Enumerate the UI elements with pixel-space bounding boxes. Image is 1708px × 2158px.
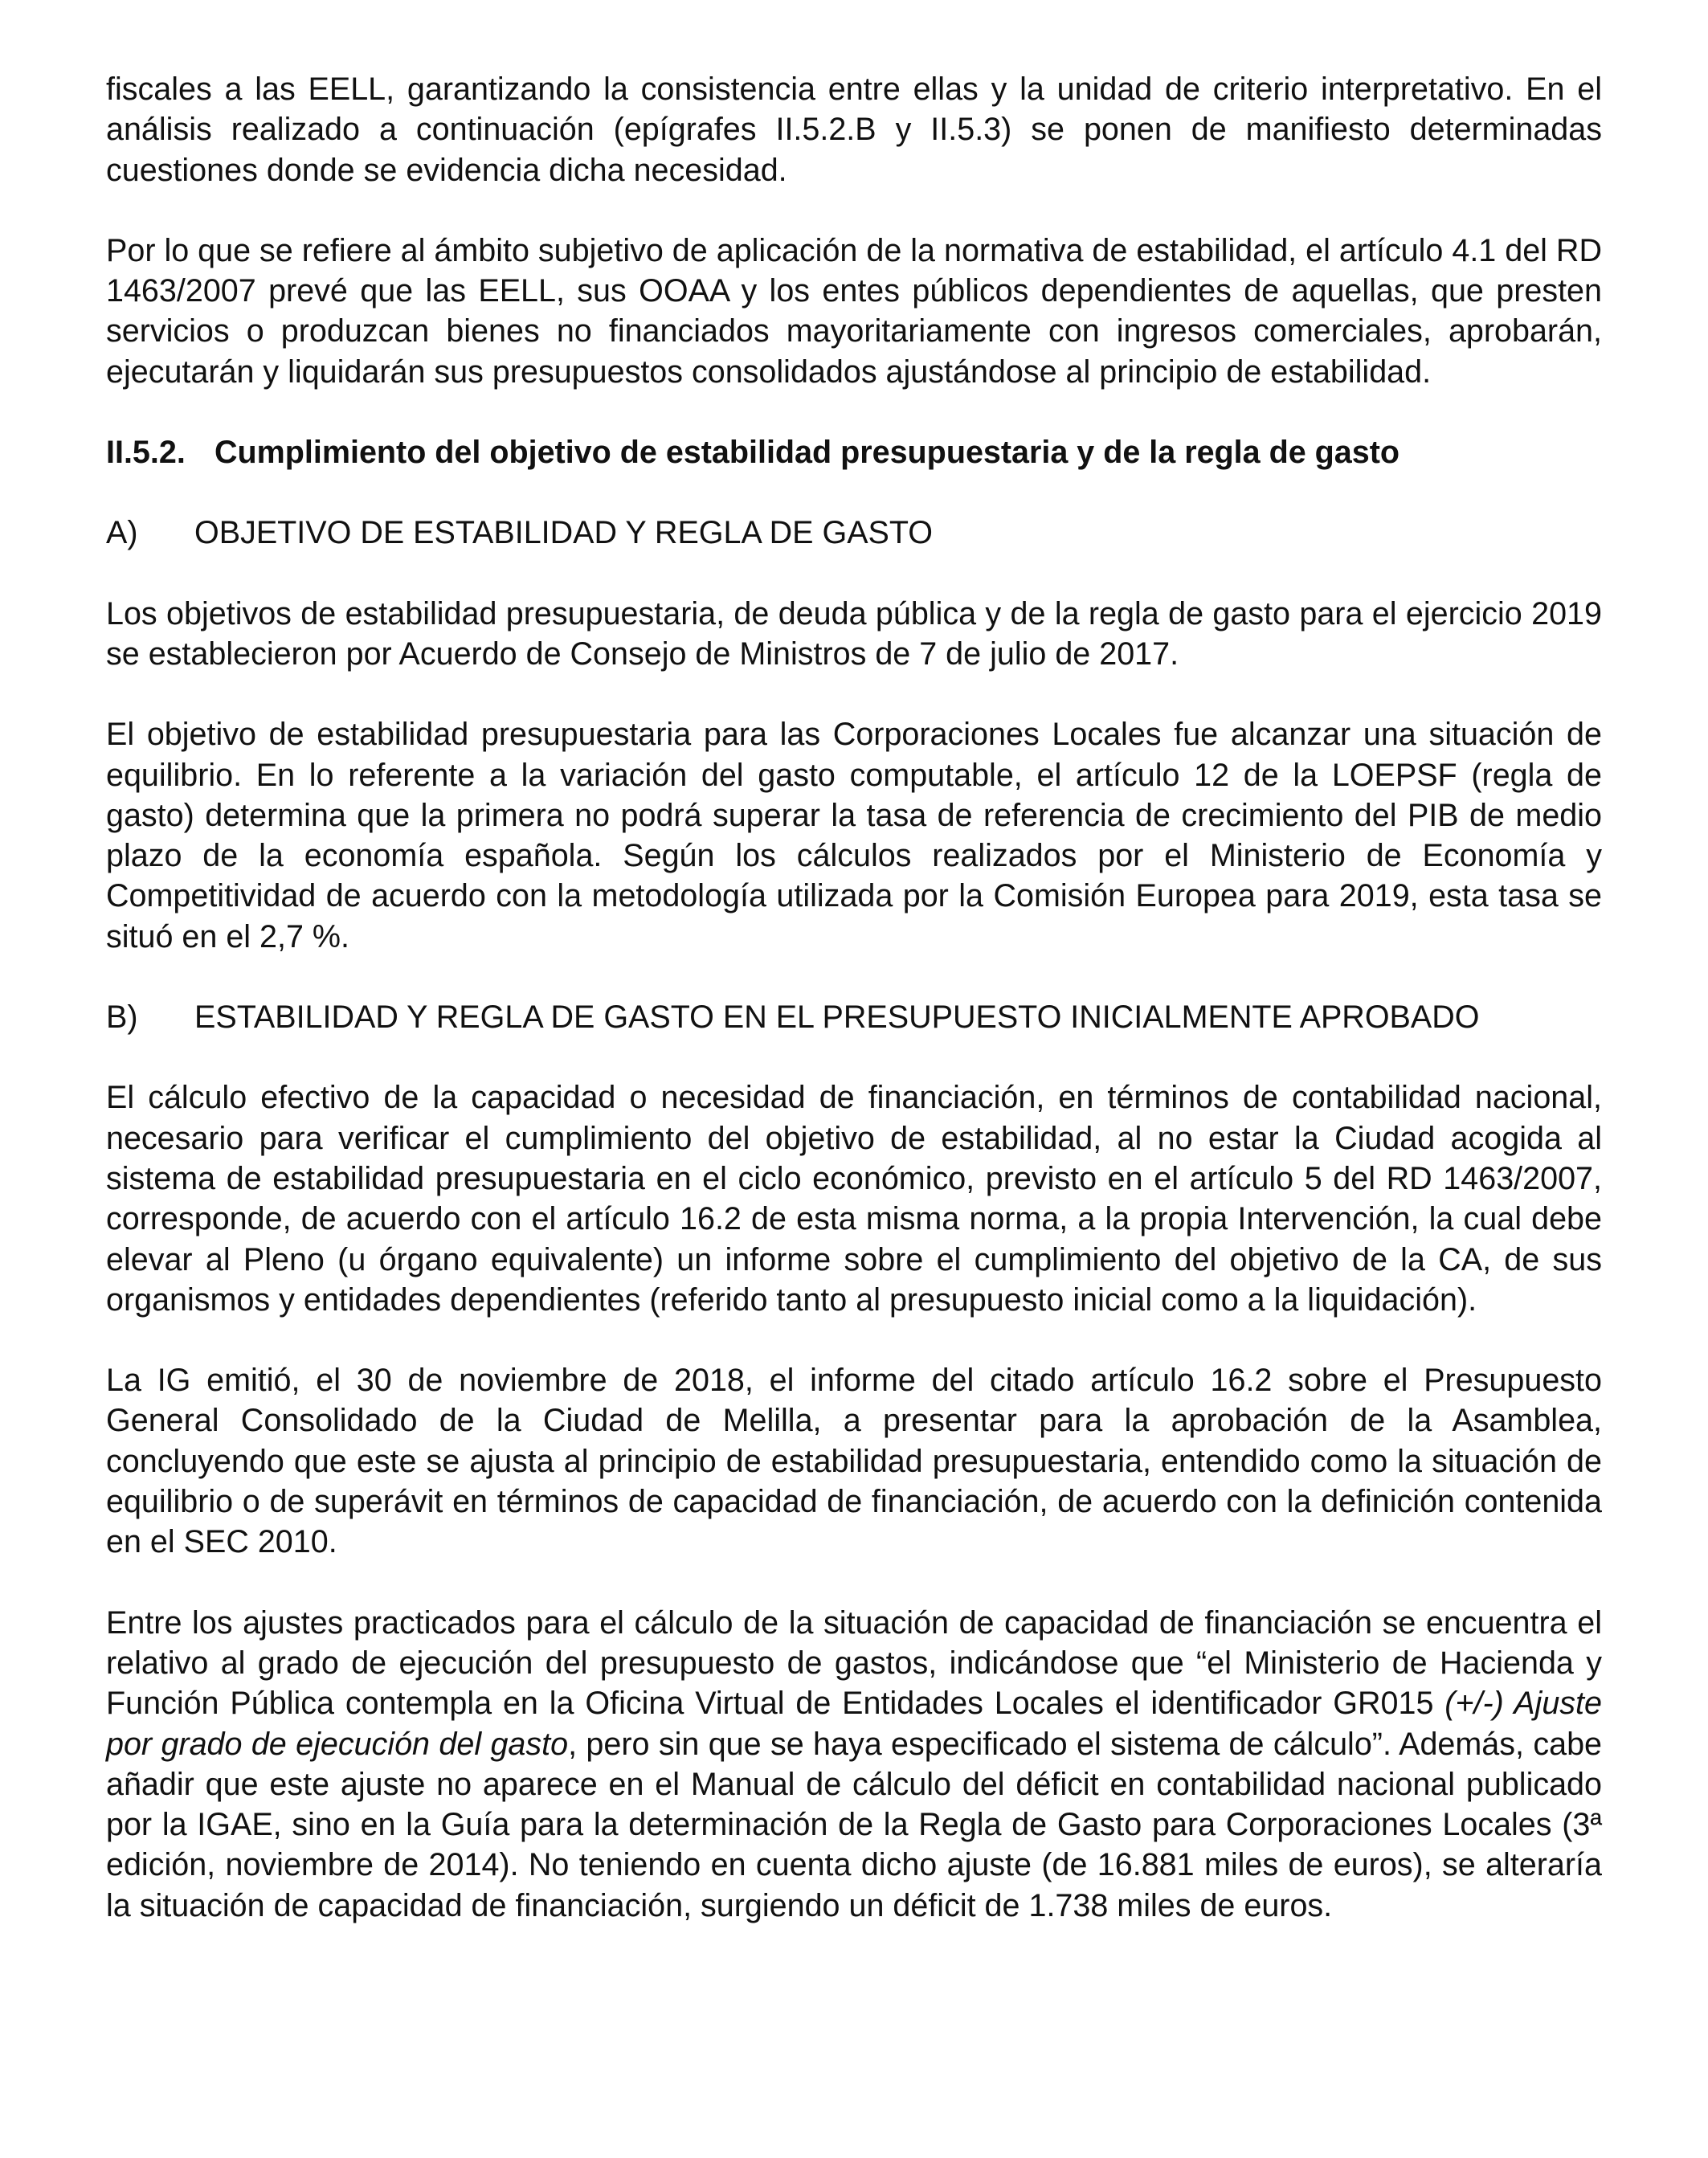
section-heading-ii-5-2 [106, 432, 1602, 472]
subsection-title-a: OBJETIVO DE ESTABILIDAD Y REGLA DE GASTO [194, 515, 934, 551]
paragraph-adjustments [106, 1603, 1602, 1926]
paragraph-effective-calculation: El cálculo efectivo de la capacidad o necesidad de financiación, en términos de contabilidad nacional, necesario para verificar el cumplimiento del objetivo de estabilidad, al no estar la Ciudad acogida al sistema de estabilidad presupuestaria en el ciclo económico, previsto en el artículo 5 del RD 1463/2007, corresponde, de acuerdo con el artículo 16.2 de esta misma norma, a la propia Intervención, la cual debe elevar al Pleno (u órgano equivalente) un informe sobre el cumplimiento del objetivo de la CA, de sus organismos y entidades dependientes (referido tanto al presupuesto inicial como a la liquidación). [106, 1080, 1602, 1318]
paragraph-subjective-scope: Por lo que se refiere al ámbito subjetivo de aplicación de la normativa de estabilidad, el artículo 4.1 del RD 1463/2007 prevé que las EELL, sus OOAA y los entes públicos dependientes de aquellas, que presten servicios o produzcan bienes no financiados mayoritariamente con ingresos comerciales, aprobarán, ejecutarán y liquidarán sus presupuestos consolidados ajustándose al principio de estabilidad. [106, 232, 1602, 390]
paragraph-objectives-2019: Los objetivos de estabilidad presupuestaria, de deuda pública y de la regla de gasto para el ejercicio 2019 se establecieron por Acuerdo de Consejo de Ministros de 7 de julio de 2017. [106, 595, 1602, 672]
paragraph-equilibrium-objective: El objetivo de estabilidad presupuestaria para las Corporaciones Locales fue alcanzar una situación de equilibrio. En lo referente a la variación del gasto computable, el artículo 12 de la LOEPSF (regla de gasto) determina que la primera no podrá superar la tasa de referencia de crecimiento del PIB de medio plazo de la economía española. Según los cálculos realizados por el Ministerio de Economía y Competitividad de acuerdo con la metodología utilizada por la Comisión Europea para 2019, esta tasa se situó en el 2,7 %. [106, 717, 1602, 954]
paragraph-eell-consistency: fiscales a las EELL, garantizando la consistencia entre ellas y la unidad de criterio interpretativo. En el análisis realizado a continuación (epígrafes II.5.2.B y II.5.3) se ponen de manifiesto determinadas cuestiones donde se evidencia dicha necesidad. [106, 72, 1602, 188]
subsection-heading-a [106, 513, 1602, 553]
subsection-letter-a: A) [106, 515, 138, 551]
subsection-letter-b: B) [106, 999, 138, 1036]
adjustments-text-start: Entre los ajustes practicados para el cálculo de la situación de capacidad de financiación se encuentra el relativo al grado de ejecución del presupuesto de gastos, indicándose que “el Ministerio de Hacienda y Función Pública contempla en la Oficina Virtual de Entidades Locales el identificador GR015 [106, 1604, 1602, 1722]
section-number: II.5.2. [106, 435, 186, 471]
subsection-title-b: ESTABILIDAD Y REGLA DE GASTO EN EL PRESUPUESTO INICIALMENTE APROBADO [194, 999, 1480, 1036]
subsection-heading-b [106, 997, 1602, 1037]
paragraph-ig-report: La IG emitió, el 30 de noviembre de 2018, el informe del citado artículo 16.2 sobre el Presupuesto General Consolidado de la Ciudad de Melilla, a presentar para la aprobación de la Asamblea, concluyendo que este se ajusta al principio de estabilidad presupuestaria, entendido como la situación de equilibrio o de superávit en términos de capacidad de financiación, de acuerdo con la definición contenida en el SEC 2010. [106, 1363, 1602, 1560]
adjustment-identifier-italic: (+/-) Ajuste por grado de ejecución del gasto [106, 1686, 1602, 1762]
adjustments-text-end: , pero sin que se haya especificado el sistema de cálculo”. Además, cabe añadir que este ajuste no aparece en el Manual de cálculo del déficit en contabilidad nacional publicado por la IGAE, sino en la Guía para la determinación de la Regla de Gasto para Corporaciones Locales (3ª edición, noviembre de 2014). No teniendo en cuenta dicho ajuste (de 16.881 miles de euros), se alteraría la situación de capacidad de financiación, surgiendo un déficit de 1.738 miles de euros. [106, 1726, 1602, 1923]
section-title: Cumplimiento del objetivo de estabilidad presupuestaria y de la regla de gasto [215, 435, 1400, 471]
document-page [106, 69, 1602, 1966]
